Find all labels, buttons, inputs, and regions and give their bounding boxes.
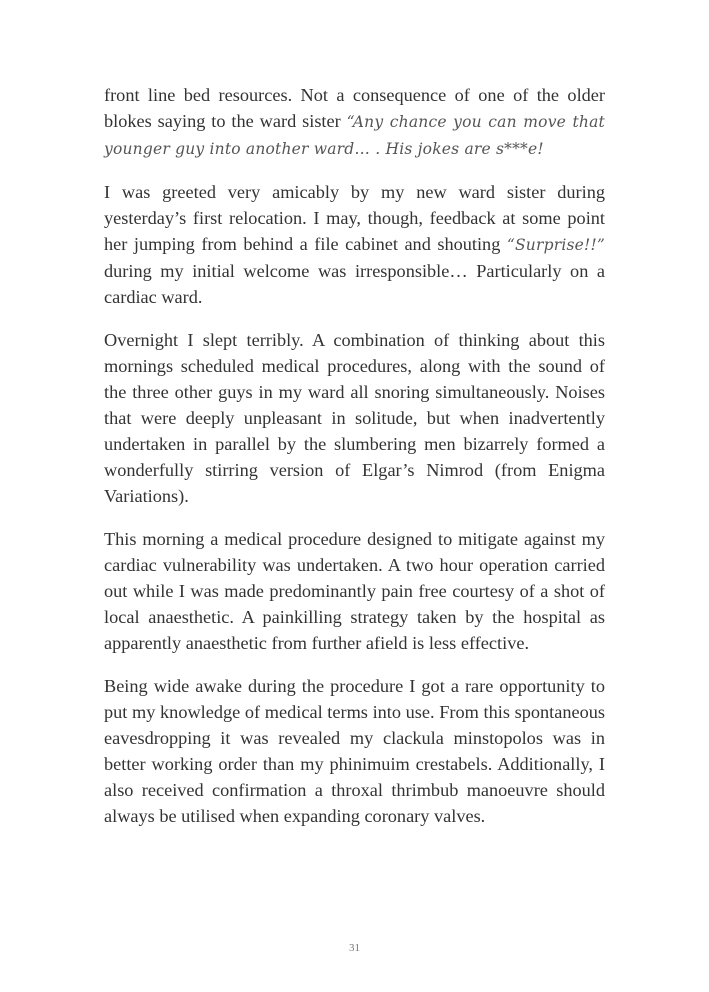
paragraph-5: [104, 673, 605, 829]
text-segment: front line bed resources. Not a consequence of one of the older blokes saying to the ward sister: [104, 85, 605, 131]
paragraph-4: [104, 526, 605, 656]
text-segment: Overnight I slept terribly. A combination of thinking about this mornings scheduled medical procedures, along with the sound of the three other guys in my ward all snoring simultaneously. Noises that were deeply unpleasant in solitude, but when inadvertently undertaken in parallel by the slumbering men bizarrely formed a wonderfully stirring version of Elgar’s Nimrod (from Enigma Variations).: [104, 330, 605, 506]
page-number: 31: [349, 942, 360, 954]
quote-segment: “Any chance you can move that younger guy into another ward… . His jokes are s***e!: [104, 113, 605, 158]
text-segment: I was greeted very amicably by my new ward sister during yesterday’s first relocation. I may, though, feedback at some point her jumping from behind a file cabinet and shouting: [104, 182, 605, 254]
text-segment: Being wide awake during the procedure I got a rare opportunity to put my knowledge of medical terms into use. From this spontaneous eavesdropping it was revealed my clackula minstopolos was in better working order than my phinimuim crestabels. Additionally, I also received confirmation a throxal thrimbub manoeuvre should always be utilised when expanding coronary valves.: [104, 676, 605, 826]
text-segment: This morning a medical procedure designed to mitigate against my cardiac vulnerability was undertaken. A two hour operation carried out while I was made predominantly pain free courtesy of a shot of local anaesthetic. A painkilling strategy taken by the hospital as apparently anaesthetic from further afield is less effective.: [104, 529, 605, 653]
page-body: [104, 82, 605, 846]
text-segment: during my initial welcome was irresponsible… Particularly on a cardiac ward.: [104, 261, 605, 307]
paragraph-3: [104, 327, 605, 509]
paragraph-2: [104, 179, 605, 310]
quote-segment: “Surprise!!”: [506, 236, 605, 254]
paragraph-1: [104, 82, 605, 162]
